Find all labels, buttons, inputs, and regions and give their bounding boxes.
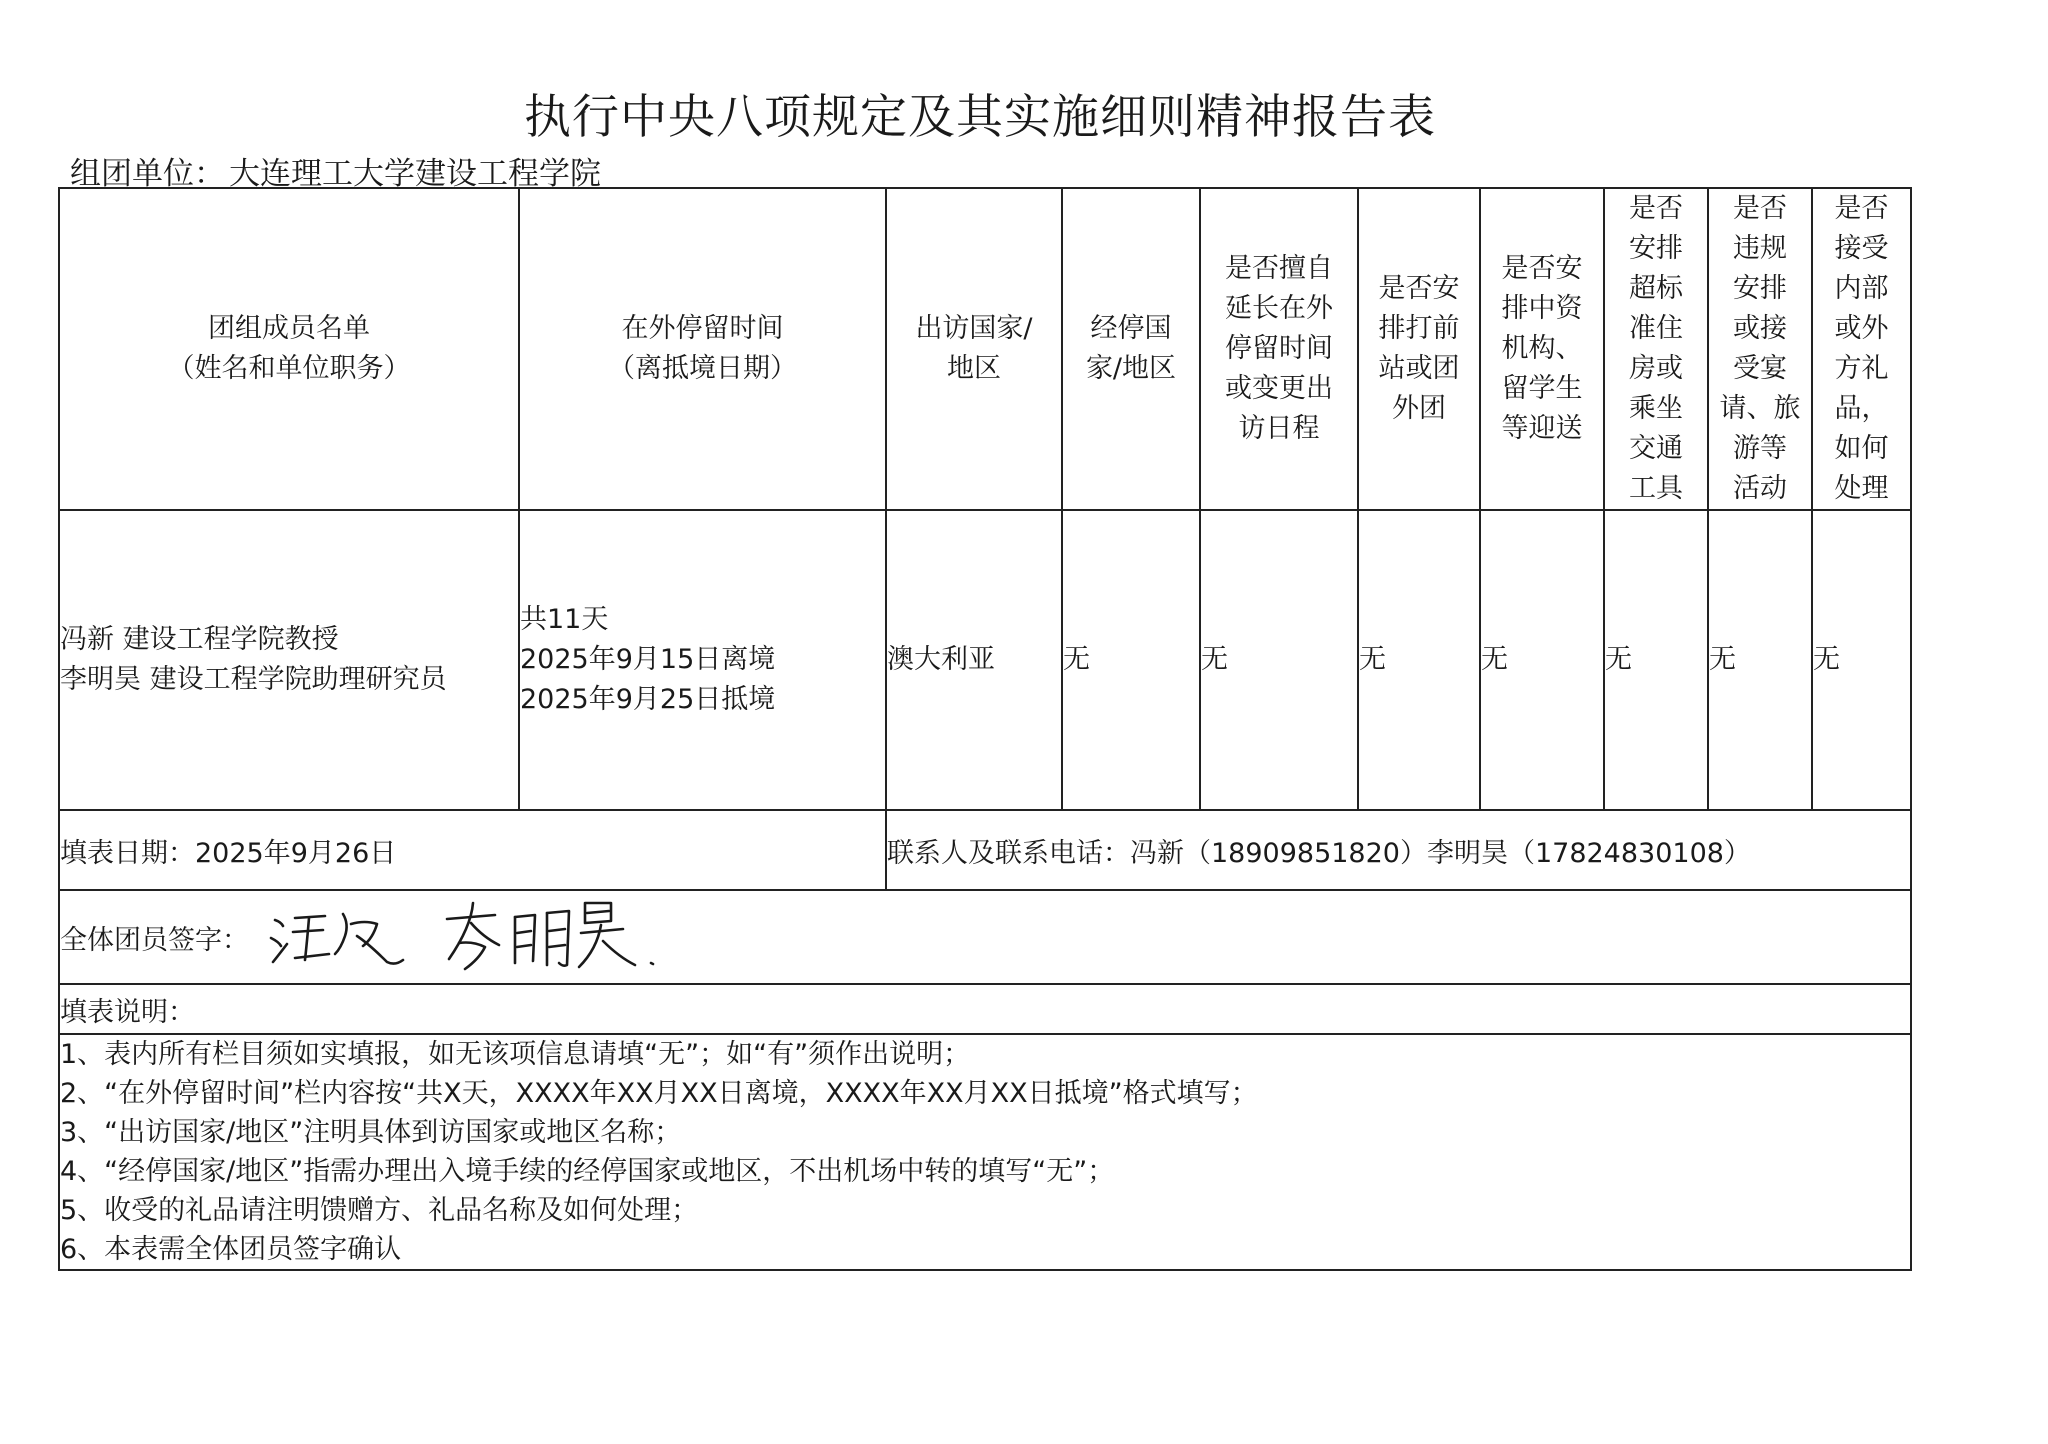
note-item: 2、“在外停留时间”栏内容按“共X天，XXXX年XX月XX日离境，XXXX年XX月XX日抵境”格式填写；	[60, 1078, 1258, 1109]
signature-row	[59, 890, 1911, 984]
header-row	[59, 188, 1911, 510]
organizing-unit-value: 大连理工大学建设工程学院	[229, 156, 601, 192]
header-lodging-transport: 是否 安排 超标 准住 房或 乘坐 交通 工具	[1604, 188, 1708, 510]
cell-gifts: 无	[1812, 510, 1911, 810]
header-members: 团组成员名单 （姓名和单位职务）	[59, 188, 519, 510]
header-banquet-tour: 是否 违规 安排 或接 受宴 请、旅 游等 活动	[1708, 188, 1812, 510]
notes-title-row	[59, 984, 1911, 1034]
signature-cell	[59, 890, 1911, 984]
note-item: 6、本表需全体团员签字确认	[60, 1234, 402, 1265]
notes-list	[59, 1034, 1911, 1270]
header-transit-country: 经停国 家/地区	[1062, 188, 1200, 510]
notes-row	[59, 1034, 1911, 1270]
contact-info: 联系人及联系电话：冯新（18909851820）李明昊（17824830108）	[886, 810, 1911, 890]
note-item: 1、表内所有栏目须如实填报，如无该项信息请填“无”；如“有”须作出说明；	[60, 1039, 971, 1070]
cell-transit-country: 无	[1062, 510, 1200, 810]
table-row	[59, 510, 1911, 810]
note-item: 3、“出访国家/地区”注明具体到访国家或地区名称；	[60, 1117, 682, 1148]
header-stay-time: 在外停留时间 （离抵境日期）	[519, 188, 886, 510]
signature-feng-xin	[265, 902, 415, 972]
cell-stay-time: 共11天 2025年9月15日离境 2025年9月25日抵境	[519, 510, 886, 810]
cell-banquet-tour: 无	[1708, 510, 1812, 810]
document-title: 执行中央八项规定及其实施细则精神报告表	[524, 90, 1436, 145]
header-gifts: 是否 接受 内部 或外 方礼 品， 如何 处理	[1812, 188, 1911, 510]
cell-visit-country: 澳大利亚	[886, 510, 1062, 810]
organizing-unit-label: 组团单位：	[70, 156, 225, 192]
note-item: 4、“经停国家/地区”指需办理出入境手续的经停国家或地区，不出机场中转的填写“无”；	[60, 1156, 1115, 1187]
cell-greeting: 无	[1480, 510, 1604, 810]
signature-wrap	[60, 897, 1910, 977]
report-table	[58, 187, 1912, 1271]
header-greeting: 是否安 排中资 机构、 留学生 等迎送	[1480, 188, 1604, 510]
cell-lodging-transport: 无	[1604, 510, 1708, 810]
header-advance-team: 是否安 排打前 站或团 外团	[1358, 188, 1480, 510]
fill-date-row	[59, 810, 1911, 890]
cell-extend-stay: 无	[1200, 510, 1358, 810]
fill-date: 填表日期：2025年9月26日	[59, 810, 886, 890]
header-extend-stay: 是否擅自 延长在外 停留时间 或变更出 访日程	[1200, 188, 1358, 510]
header-visit-country: 出访国家/ 地区	[886, 188, 1062, 510]
cell-members: 冯新 建设工程学院教授 李明昊 建设工程学院助理研究员	[59, 510, 519, 810]
signature-label: 全体团员签字：	[60, 924, 249, 956]
cell-advance-team: 无	[1358, 510, 1480, 810]
notes-title: 填表说明：	[59, 984, 1911, 1034]
note-item: 5、收受的礼品请注明馈赠方、礼品名称及如何处理；	[60, 1195, 699, 1226]
signature-li-minghao	[435, 897, 665, 977]
